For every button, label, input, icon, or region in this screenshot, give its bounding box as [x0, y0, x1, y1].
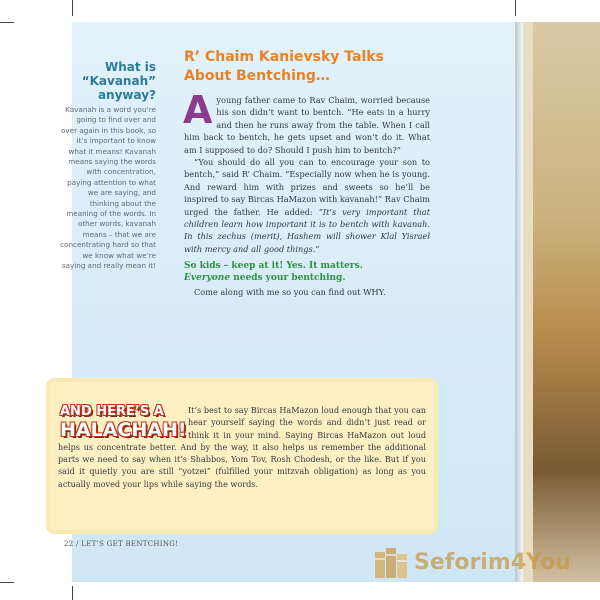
sidebar-text: Kavanah is a word you’re going to find over and over again in this book, so it’s important to know what it means! Kavanah means saying the words with concentration, paying attention to what we are saying, and thinking about the meaning of the words. In other words, kavanah means – that we are concentrating hard so that we know what we’re saying and really mean it! [60, 105, 156, 271]
watermark [372, 542, 571, 582]
story-text-1: young father came to Rav Chaim, worried because his son didn’t want to bentch. “He eats in a hurry and then he runs away from the table. When I call him back to bentch, he gets upset and won’t do it. What am I supposed to do? Should I push him to bentch?” [184, 95, 430, 155]
story-body [183, 88, 430, 298]
kids-line-1: So kids – keep at it! Yes. It matters. [184, 261, 363, 272]
halachah-badge [60, 404, 187, 441]
badge-line-1: AND HERE’S A [60, 404, 164, 419]
sidebar-title: What is “Kavanah” anyway? [81, 60, 156, 102]
kids-line-2: needs your bentching. [230, 273, 346, 284]
come-along-line: Come along with me so you can find out WHY. [194, 287, 386, 298]
halachah-text: It’s best to say Bircas HaMazon loud enough that you can hear yourself saying the words and didn’t just read or think it in your mind. Saying Bircas HaMazon out loud helps us concentrate better. And by the way, it also helps us remember the additional parts we need to say when it’s Shabbos, Yom Tov, Rosh Chodesh, or the like. But if you said it quietly you are still “yotzei” (fulfilled your mitzvah obligation) as long as you actually moved your lips while saying the words. [58, 405, 426, 489]
kids-emphasis: Everyone [184, 273, 231, 284]
crop-mark [72, 0, 73, 16]
facing-page-margin [523, 22, 533, 582]
crop-mark [515, 0, 516, 16]
crop-mark [0, 22, 14, 23]
page-footer: 22 / LET’S GET BENTCHING! [64, 540, 179, 548]
kids-callout [184, 260, 430, 284]
crop-mark [0, 582, 14, 583]
story-paragraph-2 [184, 156, 430, 255]
badge-line-2: HALACHAH! [60, 419, 187, 441]
crop-mark [72, 586, 73, 600]
kavanah-sidebar [60, 60, 156, 272]
seforim-logo-icon [372, 544, 412, 580]
article-headline: R’ Chaim Kanievsky Talks About Bentching… [184, 49, 384, 84]
story-quote-close: ” [315, 243, 320, 254]
story-paragraph-1 [183, 88, 430, 156]
story-text-2: “You should do all you can to encourage your son to bentch,” said R’ Chaim. “Especially now when he is young. And reward him with prizes and sweets so he’ll be inspired to say Bircas HaMazon with kavanah!” Rav Chaim urged the father. He added: “ [184, 157, 430, 217]
facing-page-edge [523, 22, 600, 582]
page-gutter-shadow [515, 22, 523, 582]
drop-cap: A [183, 88, 213, 132]
watermark-text: Seforim4You [414, 549, 571, 575]
story-quote-italic: It’s very important that children learn how important it is to bentch with kavanah. In this zechus (merit), Hashem will shower Klal Yisrael with mercy and all good things. [184, 206, 430, 254]
